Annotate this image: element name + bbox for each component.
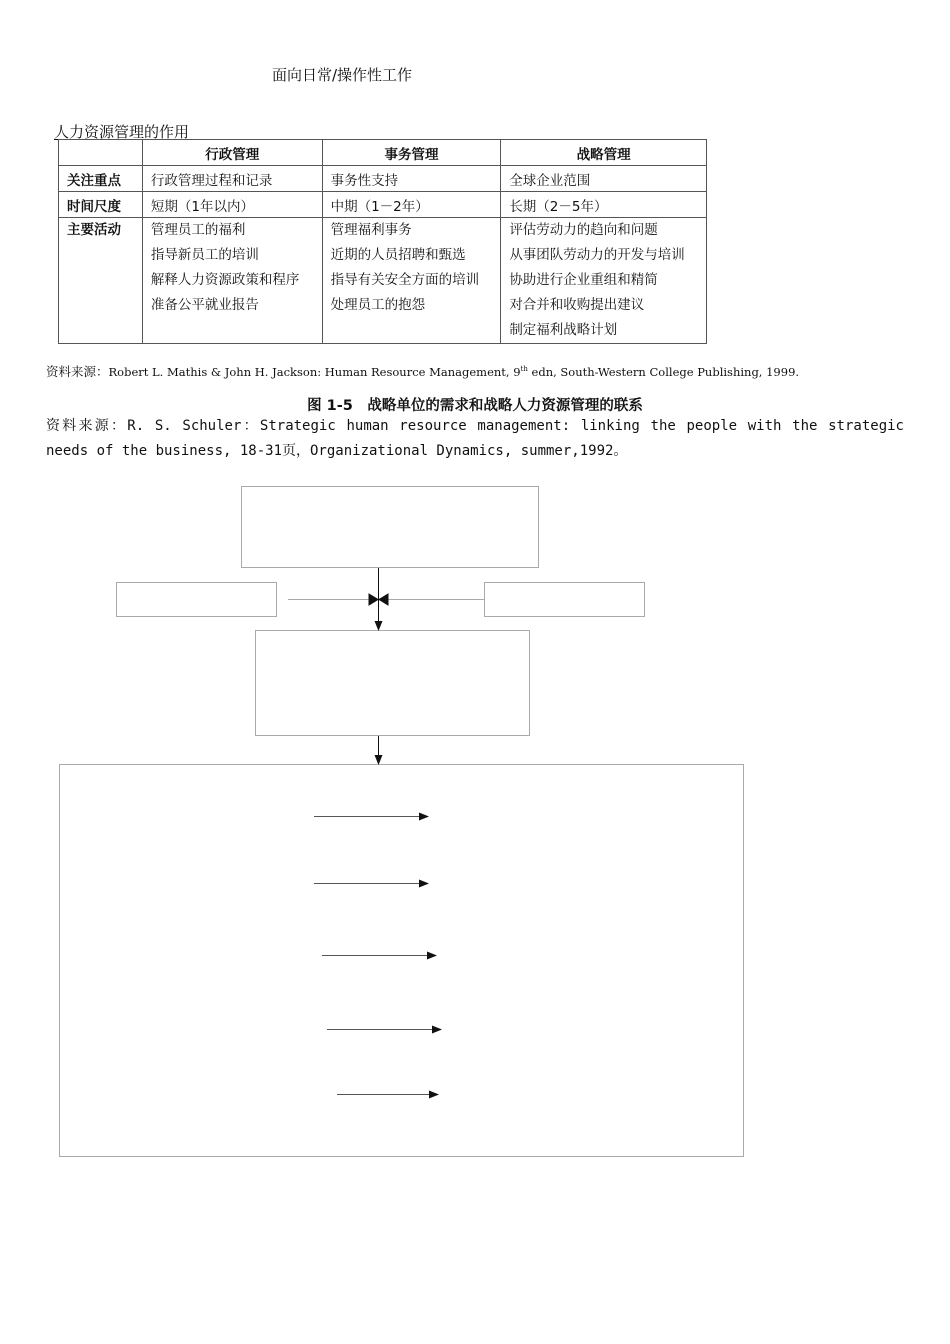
activity-item: 对合并和收购提出建议 — [509, 297, 645, 313]
table-cell: 事务性支持 — [322, 166, 501, 192]
figure-title: 图 1-5 战略单位的需求和战略人力资源管理的联系 — [307, 398, 643, 414]
arrow-right-head — [369, 594, 378, 605]
left-box — [117, 583, 277, 617]
bottom-box — [60, 765, 744, 1157]
right-box — [485, 583, 645, 617]
source-note-2: 资料来源：R. S. Schuler：Strategic human resource management: linking the people with the strategic needs of the business, 18-31页，Organizational Dynamics, summer,1992。 — [46, 418, 904, 459]
arrow-left-head — [379, 594, 388, 605]
table-title: 人力资源管理的作用 — [54, 123, 190, 141]
table-cell: 全球企业范围 — [501, 166, 707, 192]
activity-item: 准备公平就业报告 — [150, 297, 259, 313]
activity-item: 解释人力资源政策和程序 — [150, 272, 300, 288]
header-administrative: 行政管理 — [142, 140, 322, 166]
table-cell: 中期（1－2年） — [322, 192, 501, 218]
activity-item: 指导有关安全方面的培训 — [330, 272, 480, 288]
row-label: 时间尺度 — [59, 192, 143, 218]
activity-item: 评估劳动力的趋向和问题 — [509, 222, 658, 238]
source-text: edn, South-Western College Publishing, 1999. — [527, 364, 800, 379]
header-strategic: 战略管理 — [501, 140, 707, 166]
table-cell: 长期（2－5年） — [501, 192, 707, 218]
source-prefix: 资料来源： — [46, 363, 109, 379]
row-label: 主要活动 — [67, 222, 121, 238]
header-transactional: 事务管理 — [322, 140, 501, 166]
top-box — [242, 487, 539, 568]
table-cell: 行政管理过程和记录 — [142, 166, 322, 192]
activity-item: 近期的人员招聘和甄选 — [330, 247, 466, 263]
source-text: Robert L. Mathis & John H. Jackson: Human Resource Management, 9 — [108, 364, 521, 379]
table-cell: 短期（1年以内） — [142, 192, 322, 218]
activity-item: 从事团队劳动力的开发与培训 — [509, 247, 685, 263]
activity-item: 指导新员工的培训 — [150, 247, 259, 263]
middle-box — [256, 631, 530, 736]
activity-item: 管理福利事务 — [330, 222, 412, 238]
activity-item: 制定福利战略计划 — [509, 322, 618, 338]
source-sup: th — [520, 365, 528, 373]
activity-item: 协助进行企业重组和精简 — [509, 272, 658, 288]
activity-item: 管理员工的福利 — [150, 222, 246, 238]
top-caption: 面向日常/操作性工作 — [272, 66, 413, 84]
row-label: 关注重点 — [59, 166, 143, 192]
activity-item: 处理员工的抱怨 — [330, 297, 426, 313]
